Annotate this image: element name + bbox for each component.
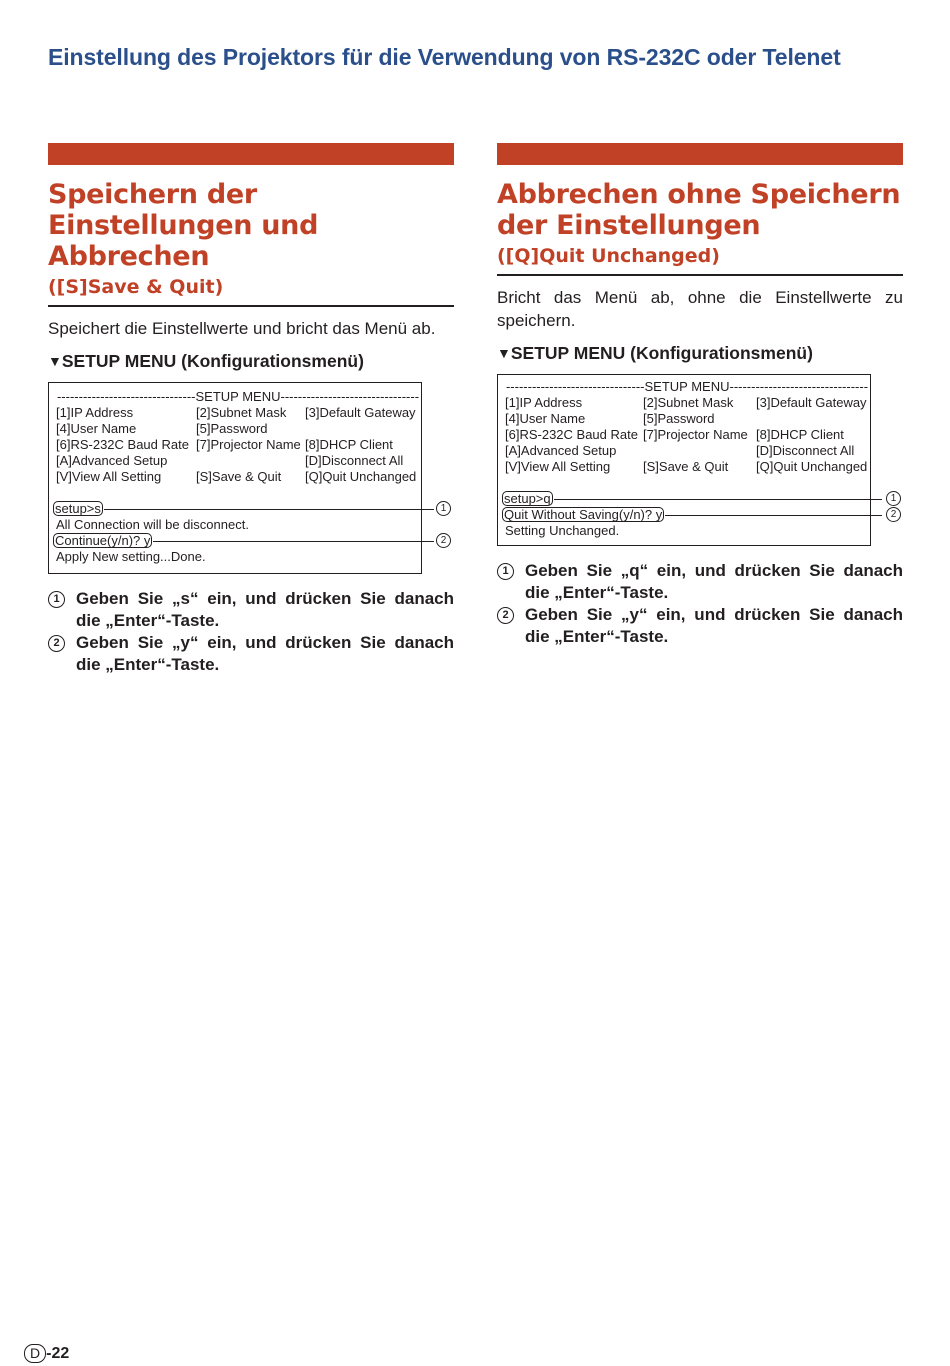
callout-line [104,509,434,510]
terminal-cell: [5]Password [643,411,715,426]
terminal-cell: [6]RS-232C Baud Rate [505,427,638,442]
terminal-output: Setting Unchanged. [505,523,620,538]
terminal-row [56,453,421,469]
step-text: Geben Sie „y“ ein, und drücken Sie danach die „Enter“-Taste. [76,633,454,674]
step-number: 2 [48,635,65,652]
terminal-row [505,395,870,411]
step-item [497,560,903,604]
terminal-cell: [6]RS-232C Baud Rate [56,437,189,452]
triangle-down-icon: ▼ [497,345,511,361]
terminal-cell: [S]Save & Quit [196,469,282,484]
step-list [48,588,454,676]
section-heading: Speichern der Einstellungen und Abbrechen [48,179,319,272]
callout-marker-1: 1 [436,501,451,516]
terminal-cell: [7]Projector Name [196,437,301,452]
language-badge: D [24,1344,46,1363]
terminal-cell: [Q]Quit Unchanged [756,459,868,474]
callout-line [665,515,882,516]
terminal-row [505,443,870,459]
step-list [497,560,903,648]
terminal-row [56,469,421,485]
terminal-cell: [A]Advanced Setup [56,453,168,468]
terminal-cell: [1]IP Address [505,395,583,410]
terminal-cell: [Q]Quit Unchanged [305,469,417,484]
page-footer [24,1344,69,1363]
terminal-row [56,421,421,437]
terminal-command-line [504,507,897,523]
terminal-cell: [3]Default Gateway [756,395,867,410]
terminal-cell: [1]IP Address [56,405,134,420]
step-item [48,588,454,632]
terminal-command: setup>q [504,491,551,506]
page-title: Einstellung des Projektors für die Verwendung von RS-232C oder Telenet [48,44,841,70]
terminal-cell: [D]Disconnect All [756,443,855,458]
menu-heading-label: SETUP MENU (Konfigurationsmenü) [510,343,813,363]
terminal-command-line [55,533,447,549]
terminal-cell: [V]View All Setting [56,469,162,484]
callout-line [153,541,434,542]
terminal-cell: [4]User Name [56,421,137,436]
terminal-row [505,411,870,427]
section-description: Speichert die Einstellwerte und bricht das Menü ab. [48,319,436,338]
page-number: -22 [46,1344,70,1362]
step-item [48,632,454,676]
terminal-row [505,427,870,443]
terminal-cell: [3]Default Gateway [305,405,416,420]
menu-heading [497,341,903,365]
step-item [497,604,903,648]
step-number: 1 [48,591,65,608]
step-number: 1 [497,563,514,580]
divider [48,305,454,307]
triangle-down-icon: ▼ [48,353,62,369]
terminal-screen [497,374,897,546]
terminal-command: Quit Without Saving(y/n)? y [504,507,663,522]
terminal-cell: [4]User Name [505,411,586,426]
terminal-command: Continue(y/n)? y [55,533,151,548]
terminal-cell: [S]Save & Quit [643,459,729,474]
terminal-cell: [7]Projector Name [643,427,748,442]
terminal-cell: [A]Advanced Setup [505,443,617,458]
section-bar [497,143,903,165]
callout-marker-2: 2 [436,533,451,548]
terminal-command-line [504,491,897,507]
section-description: Bricht das Menü ab, ohne die Einstellwerte zu speichern. [497,288,903,330]
terminal-title: --------------------------------SETUP MENU-------------------------------- [505,379,869,394]
terminal-command: setup>s [55,501,101,516]
section-subheading: ([S]Save & Quit) [48,276,224,298]
terminal-cell: [2]Subnet Mask [196,405,287,420]
section-heading: Abbrechen ohne Speichern der Einstellungen [497,179,901,241]
terminal-title: --------------------------------SETUP MENU-------------------------------- [56,389,420,404]
terminal-cell: [V]View All Setting [505,459,611,474]
section-subheading: ([Q]Quit Unchanged) [497,245,720,267]
divider [497,274,903,276]
section-bar [48,143,454,165]
terminal-cell: [2]Subnet Mask [643,395,734,410]
terminal-output: All Connection will be disconnect. [56,517,249,532]
menu-heading-label: SETUP MENU (Konfigurationsmenü) [61,351,364,371]
step-number: 2 [497,607,514,624]
terminal-cell: [D]Disconnect All [305,453,404,468]
terminal-output: Apply New setting...Done. [56,549,206,564]
terminal-row [56,405,421,421]
terminal-cell: [8]DHCP Client [756,427,844,442]
terminal-row [505,459,870,475]
terminal-cell: [5]Password [196,421,268,436]
menu-heading [48,349,454,373]
callout-marker-2: 2 [886,507,901,522]
step-text: Geben Sie „s“ ein, und drücken Sie danach die „Enter“-Taste. [76,589,454,630]
terminal-cell: [8]DHCP Client [305,437,393,452]
terminal-screen [48,382,447,574]
terminal-row [56,437,421,453]
step-text: Geben Sie „q“ ein, und drücken Sie danach die „Enter“-Taste. [525,561,903,602]
section-save-quit [48,143,454,676]
callout-line [554,499,882,500]
callout-marker-1: 1 [886,491,901,506]
section-quit-unchanged [497,143,903,648]
step-text: Geben Sie „y“ ein, und drücken Sie danach die „Enter“-Taste. [525,605,903,646]
terminal-command-line [55,501,447,517]
